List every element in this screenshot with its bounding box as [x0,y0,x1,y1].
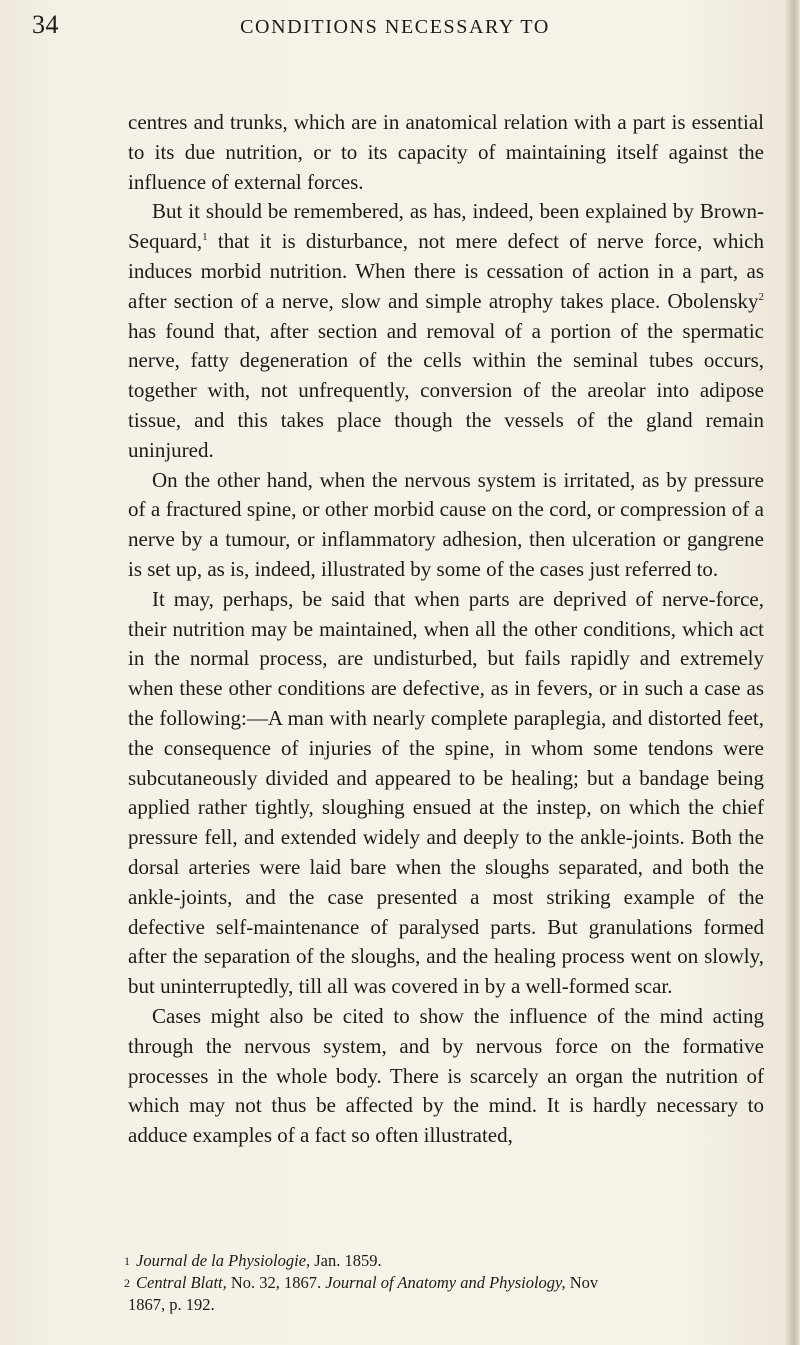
footnote-2-continuation: 1867, p. 192. [128,1295,215,1314]
paragraph-3: On the other hand, when the nervous system is irritated, as by pressure of a fractured spine, or other morbid cause on the cord, or compression of a nerve by a tumour, or inflammatory adhesion, then ulceration or gangrene is set up, as is, indeed, illustrated by some of the cases just referred to. [128,467,764,581]
body-text [128,108,764,1151]
footnotes [124,1250,764,1316]
paragraph-4: It may, perhaps, be said that when parts are deprived of nerve-force, their nutrition may be maintained, when all the other conditions, which act in the normal process, are undisturbed, but fails rapidly and extremely when these other conditions are defective, as in fevers, or in such a case as the following:—A man with nearly complete paraplegia, and distorted feet, the consequence of injuries of the spine, in whom some tendons were subcutaneously divided and appeared to be healing; but a bandage being applied rather tightly, sloughing ensued at the instep, on which the chief pressure fell, and extended widely and deeply to the ankle-joints. Both the dorsal arteries were laid bare when the sloughs separated, and both the ankle-joints, and the case presented a most striking example of the defective self-maintenance of paralysed parts. But granulations formed after the separation of the sloughs, and the healing process went on slowly, but uninterruptedly, till all was covered in by a well-formed scar. [128,586,764,999]
footnote-1-title: Journal de la Physiologie, [136,1251,311,1270]
running-head: CONDITIONS NECESSARY TO [240,16,550,38]
footnote-2-rest: Nov [565,1273,599,1292]
footnote-ref-1: 1 [202,231,208,244]
footnote-1-rest: Jan. 1859. [310,1251,382,1270]
footnote-1 [124,1250,764,1272]
paragraph-5: Cases might also be cited to show the influence of the mind acting through the nervous system, and by nervous force on the formative processes in the whole body. There is scarcely an organ the nutrition of which may not thus be affected by the mind. It is hardly necessary to adduce examples of a fact so often illustrated, [128,1003,764,1148]
footnote-2-mid: No. 32, 1867. [226,1273,326,1292]
footnote-2 [124,1272,764,1294]
footnote-2-title: Central Blatt, [136,1273,227,1292]
paragraph-1: centres and trunks, which are in anatomical relation with a part is essential to its due nutrition, or to its capacity of maintaining itself against the influence of external forces. [128,110,764,194]
page-edge [786,0,800,1345]
footnote-2-mark: 2 [124,1276,130,1290]
page-number: 34 [32,10,59,39]
footnote-ref-2: 2 [758,290,764,303]
paragraph-2-part-b: that it is disturbance, not mere defect of nerve force, which induces morbid nutrition. When there is cessation of action in a part, as after section of a nerve, slow and simple atrophy takes place. Obolensky [128,229,764,313]
footnote-1-mark: 1 [124,1254,130,1268]
paragraph-2 [128,197,764,465]
footnote-2-journal: Journal of Anatomy and Physiology, [325,1273,566,1292]
paragraph-2-part-c: has found that, after section and removal of a portion of the spermatic nerve, fatty degeneration of the cells within the seminal tubes occurs, together with, not unfrequently, conversion of the areolar into adipose tissue, and this takes place though the vessels of the gland remain uninjured. [128,318,764,462]
paragraph-2-part-a: But it should be remembered, as has, indeed, been explained by Brown-Sequard, [128,199,764,254]
